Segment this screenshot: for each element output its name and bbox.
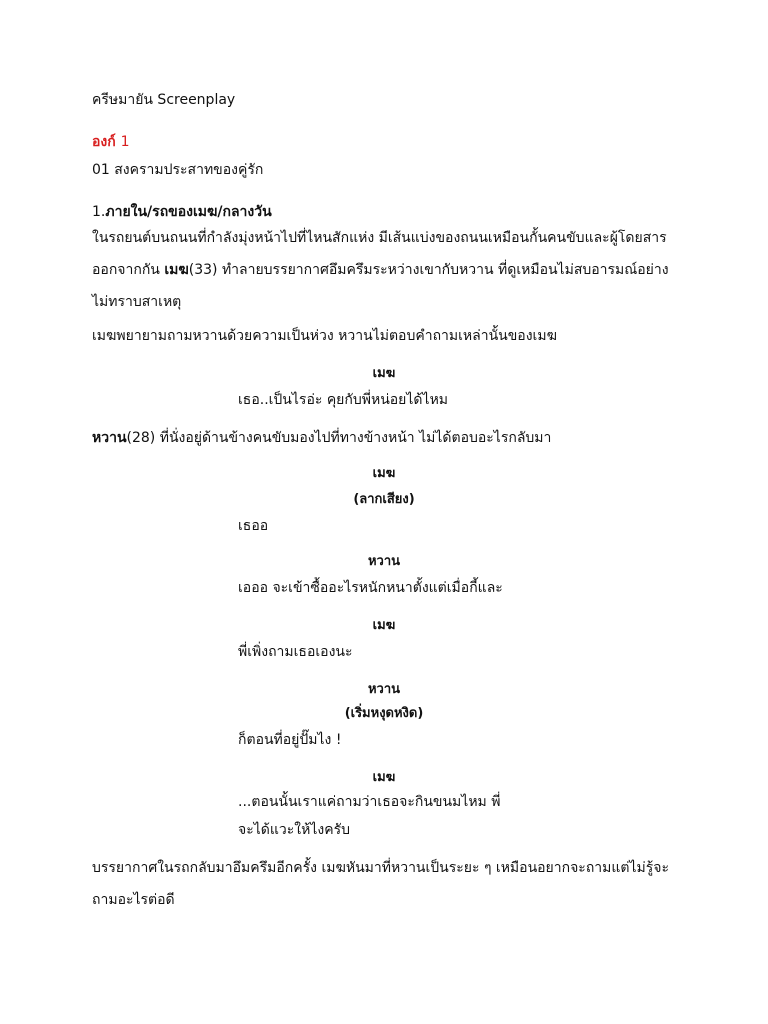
scene-heading-text: ภายใน/รถของเมฆ/กลางวัน (105, 204, 272, 220)
action-1-character: เมฆ (164, 262, 189, 278)
dialogue-4: พี่เพิ่งถามเธอเองนะ (238, 644, 353, 660)
character-cue-1: เมฆ (372, 366, 396, 381)
action-3-rest: (28) ที่นั่งอยู่ด้านข้างคนขับมองไปที่ทางข้างหน้า ไม่ได้ตอบอะไรกลับมา (126, 430, 552, 446)
dialogue-6-line-2: จะได้แวะให้ไงครับ (238, 822, 350, 838)
dialogue-5: ก็ตอนที่อยู่ปั๊มไง ! (238, 732, 342, 748)
action-3-character: หวาน (92, 430, 127, 446)
action-paragraph-3 (92, 428, 551, 448)
character-cue-2: เมฆ (372, 466, 396, 481)
dialogue-2: เธออ (238, 518, 269, 534)
dialogue-1: เธอ..เป็นไรอ่ะ คุยกับพี่หน่อยได้ไหม (238, 392, 449, 408)
episode-title: 01 สงครามประสาทของคู่รัก (92, 162, 264, 178)
parenthetical-5: (เริ่มหงุดหงิด) (344, 706, 424, 721)
character-cue-4: เมฆ (372, 618, 396, 633)
character-cue-3: หวาน (367, 554, 401, 569)
document-header: ครีษมายัน Screenplay (92, 92, 236, 108)
parenthetical-2: (ลากเสียง) (353, 492, 415, 507)
act-label: องก์ (92, 134, 116, 150)
dialogue-3: เอออ จะเข้าซื้ออะไรหนักหนาตั้งแต่เมื่อกี้และ (238, 580, 503, 596)
action-paragraph-4: บรรยากาศในรถกลับมาอึมครึมอีกครั้ง เมฆหันมาที่หวานเป็นระยะ ๆ เหมือนอยากจะถามแต่ไม่รู้จะถามอะไรต่อดี (92, 860, 670, 908)
action-paragraph-1 (92, 222, 672, 318)
action-paragraph-2: เมฆพยายามถามหวานด้วยความเป็นห่วง หวานไม่ตอบคำถามเหล่านั้นของเมฆ (92, 328, 557, 344)
act-heading (92, 132, 130, 152)
act-number: 1 (120, 134, 130, 150)
action-1-part2: (33) ทำลายบรรยากาศอึมครึมระหว่างเขากับหวาน ที่ดูเหมือนไม่สบอารมณ์อย่างไม่ทราบสาเหตุ (92, 262, 669, 310)
scene-number: 1. (92, 204, 106, 220)
dialogue-6-line-1: ...ตอนนั้นเราแค่ถามว่าเธอจะกินขนมไหม พี่ (238, 794, 501, 810)
scene-heading (92, 202, 272, 222)
character-cue-6: เมฆ (372, 770, 396, 785)
action-1-part1: ในรถยนต์บนถนนที่กำลังมุ่งหน้าไปที่ไหนสักแห่ง มีเส้นแบ่งของถนนเหมือนกั้นคนขับและผู้โดยสารออกจากกัน (92, 230, 667, 278)
character-cue-5: หวาน (367, 682, 401, 697)
